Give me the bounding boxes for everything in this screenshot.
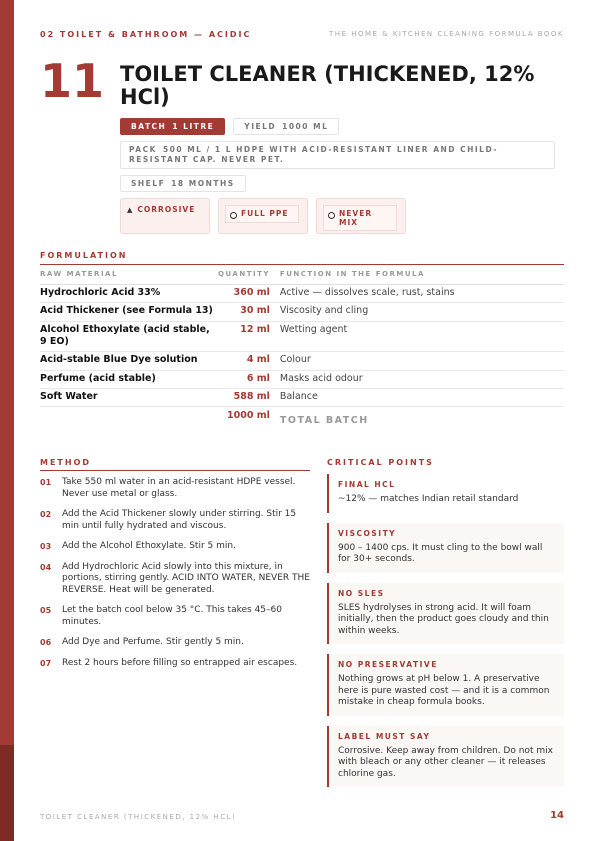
batch-chip: BATCH 1 LITRE [120, 118, 225, 135]
method-rule [40, 470, 310, 471]
method-step: 03 Add the Alcohol Ethoxylate. Stir 5 min. [40, 541, 236, 552]
yield-chip: YIELD 1000 ML [233, 118, 339, 135]
critical-points [327, 474, 564, 797]
method-step: 07 Rest 2 hours before filling so entrapped air escapes. [40, 657, 298, 668]
method-steps [40, 477, 315, 678]
total-row [40, 407, 564, 431]
warning-never-mix: NEVER MIX [316, 198, 406, 234]
footer-title: TOILET CLEANER (THICKENED, 12% HCL) [40, 813, 237, 821]
pack-chip: PACK 500 ML / 1 L HDPE WITH ACID-RESISTANT LINER AND CHILD-RESISTANT CAP. NEVER PET. [120, 141, 555, 169]
running-header [40, 30, 564, 39]
book-title: THE HOME & KITCHEN CLEANING FORMULA BOOK [329, 30, 564, 38]
hazard-triangle-icon: ▲ [127, 206, 134, 215]
col-quantity: QUANTITY [218, 268, 280, 285]
recipe-number: 11 [40, 54, 105, 108]
critical-points-heading: CRITICAL POINTS [327, 458, 434, 467]
table-row: Soft Water 588 ml Balance [40, 389, 564, 407]
recipe-meta [120, 118, 560, 234]
table-row: Hydrochloric Acid 33% 360 ml Active — dissolves scale, rust, stains [40, 285, 564, 303]
method-step: 04 Add Hydrochloric Acid slowly into this mixture, in portions, stirring gently. ACID INTO WATER, NEVER THE REVERSE. Heat will be generated. [40, 561, 310, 595]
method-step: 01 Take 550 ml water in an acid-resistant HDPE vessel. Never use metal or glass. [40, 477, 296, 499]
critical-point: NO SLES SLES hydrolyses in strong acid. It will foam initially, then the product goes cloudy and thin within weeks. [327, 583, 564, 645]
table-row: Alcohol Ethoxylate (acid stable, 9 EO) 12 ml Wetting agent [40, 321, 564, 352]
method-step: 02 Add the Acid Thickener slowly under stirring. Stir 15 min until fully hydrated and viscous. [40, 509, 297, 531]
table-row: Perfume (acid stable) 6 ml Masks acid odour [40, 370, 564, 388]
critical-point: VISCOSITY 900 – 1400 cps. It must cling to the bowl wall for 30+ seconds. [327, 523, 564, 573]
formulation-rule [40, 264, 564, 265]
col-raw-material: RAW MATERIAL [40, 268, 218, 285]
critical-point: LABEL MUST SAY Corrosive. Keep away from children. Do not mix with bleach or any other cleaner — it releases chlorine gas. [327, 726, 564, 788]
recipe-title: TOILET CLEANER (THICKENED, 12% HCl) [120, 62, 535, 110]
total-quantity: 1000 ml [218, 407, 280, 431]
critical-point: NO PRESERVATIVE Nothing grows at pH below 1. A preservative here is pure wasted cost — and it is a common mistake in cheap formula books. [327, 654, 564, 716]
formulation-table [40, 268, 564, 431]
page-number: 14 [550, 810, 564, 821]
page-spine [0, 0, 14, 841]
recipe-page [40, 0, 564, 841]
shelf-chip: SHELF 18 MONTHS [120, 175, 246, 192]
formulation-heading: FORMULATION [40, 251, 128, 260]
method-heading: METHOD [40, 458, 92, 467]
table-row: Acid-stable Blue Dye solution 4 ml Colour [40, 352, 564, 370]
method-step: 06 Add Dye and Perfume. Stir gently 5 min. [40, 637, 244, 648]
warning-corrosive: ▲ CORROSIVE [120, 198, 210, 234]
page-spine-bottom [0, 745, 14, 841]
critical-point: FINAL HCL ~12% — matches Indian retail standard [327, 474, 564, 513]
method-step: 05 Let the batch cool below 35 °C. This takes 45–60 minutes. [40, 605, 282, 627]
section-tag: 02 TOILET & BATHROOM — ACIDIC [40, 30, 252, 39]
no-mix-icon [328, 212, 335, 219]
warning-ppe: FULL PPE [218, 198, 308, 234]
hazard-warnings [120, 198, 560, 234]
gloves-ring-icon [230, 212, 237, 219]
table-row: Acid Thickener (see Formula 13) 30 ml Viscosity and cling [40, 303, 564, 321]
col-function: FUNCTION IN THE FORMULA [280, 268, 564, 285]
total-label: TOTAL BATCH [280, 407, 564, 431]
